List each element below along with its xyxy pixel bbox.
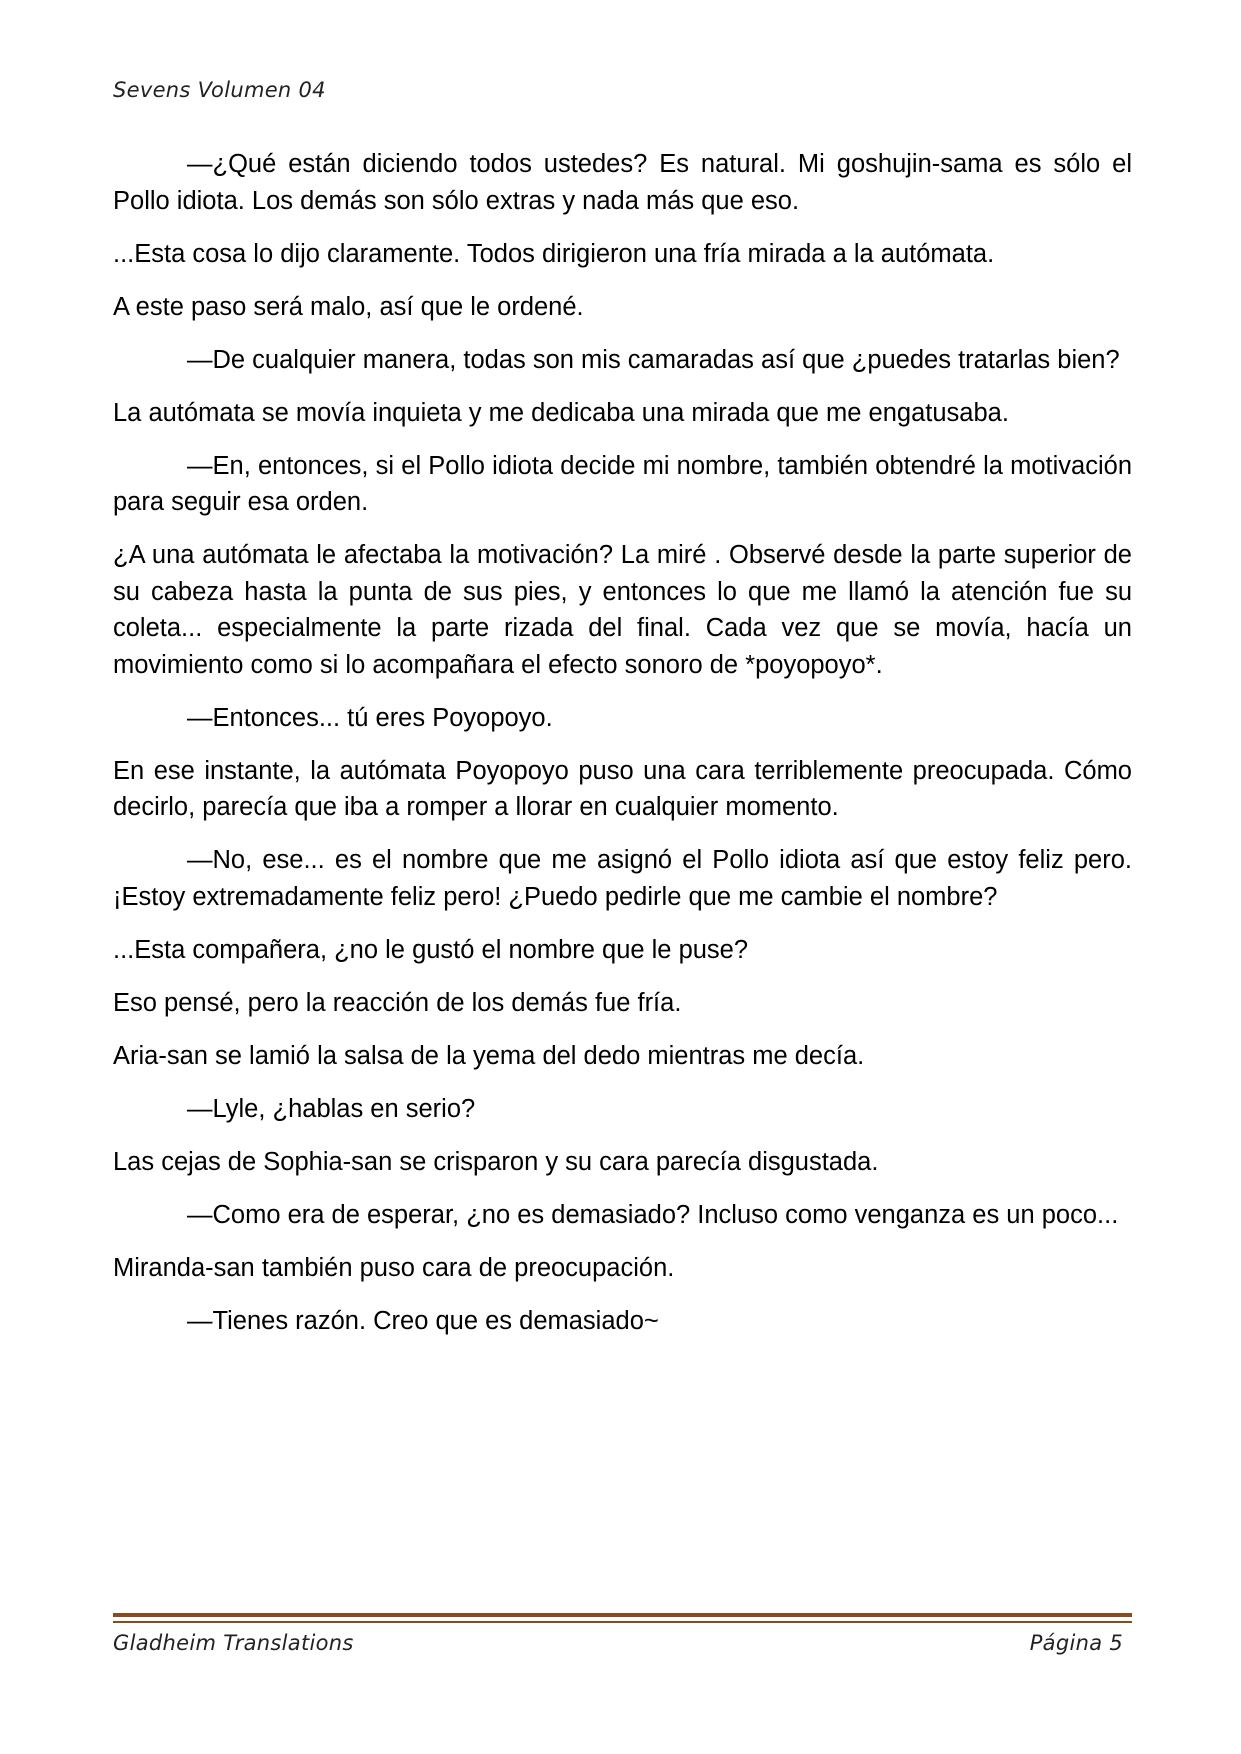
paragraph-narration: ...Esta compañera, ¿no le gustó el nombre que le puse? — [113, 935, 749, 964]
paragraph-narration: Miranda-san también puso cara de preocupación. — [113, 1253, 675, 1282]
paragraph-narration: Aria-san se lamió la salsa de la yema del dedo mientras me decía. — [113, 1041, 865, 1070]
paragraph-narration: Eso pensé, pero la reacción de los demás fue fría. — [113, 988, 682, 1017]
footer-publisher: Gladheim Translations — [113, 1631, 354, 1655]
paragraph-narration: Las cejas de Sophia-san se crisparon y su cara parecía disgustada. — [113, 1147, 879, 1176]
paragraph-dialogue: —Entonces... tú eres Poyopoyo. — [187, 703, 553, 732]
paragraph-narration: ...Esta cosa lo dijo claramente. Todos dirigieron una fría mirada a la autómata. — [113, 239, 995, 268]
footer-rule — [113, 1613, 1132, 1623]
paragraph-dialogue: —¿Qué están diciendo todos ustedes? Es natural. Mi goshujin-sama es sólo el Pollo idiota. Los demás son sólo extras y nada más que eso. — [113, 150, 1132, 215]
page-number: Página 5 — [1029, 1631, 1123, 1655]
paragraph-dialogue: —No, ese... es el nombre que me asignó el Pollo idiota así que estoy feliz pero. ¡Estoy extremadamente feliz pero! ¿Puedo pedirle que me cambie el nombre? — [113, 846, 1132, 911]
paragraph-narration: A este paso será malo, así que le ordené. — [113, 292, 584, 321]
paragraph-dialogue: —Tienes razón. Creo que es demasiado~ — [187, 1306, 659, 1335]
paragraph-narration: La autómata se movía inquieta y me dedicaba una mirada que me engatusaba. — [113, 398, 1009, 427]
paragraph-dialogue: —Como era de esperar, ¿no es demasiado? Incluso como venganza es un poco... — [187, 1200, 1119, 1229]
paragraph-narration: En ese instante, la autómata Poyopoyo puso una cara terriblemente preocupada. Cómo decirlo, parecía que iba a romper a llorar en cualquier momento. — [113, 756, 1132, 821]
paragraph-dialogue: —Lyle, ¿hablas en serio? — [187, 1094, 476, 1123]
paragraph-dialogue: —De cualquier manera, todas son mis camaradas así que ¿puedes tratarlas bien? — [187, 345, 1120, 374]
paragraph-narration: ¿A una autómata le afectaba la motivación? La miré . Observé desde la parte superior de su cabeza hasta la punta de sus pies, y entonces lo que me llamó la atención fue su coleta... especialmente la parte rizada del final. Cada vez que se movía, hacía un movimiento como si lo acompañara el efecto sonoro de *poyopoyo*. — [113, 541, 1132, 679]
running-header: Sevens Volumen 04 — [113, 78, 326, 102]
paragraph-dialogue: —En, entonces, si el Pollo idiota decide mi nombre, también obtendré la motivación para seguir esa orden. — [113, 451, 1132, 516]
body-text — [113, 146, 1132, 1339]
